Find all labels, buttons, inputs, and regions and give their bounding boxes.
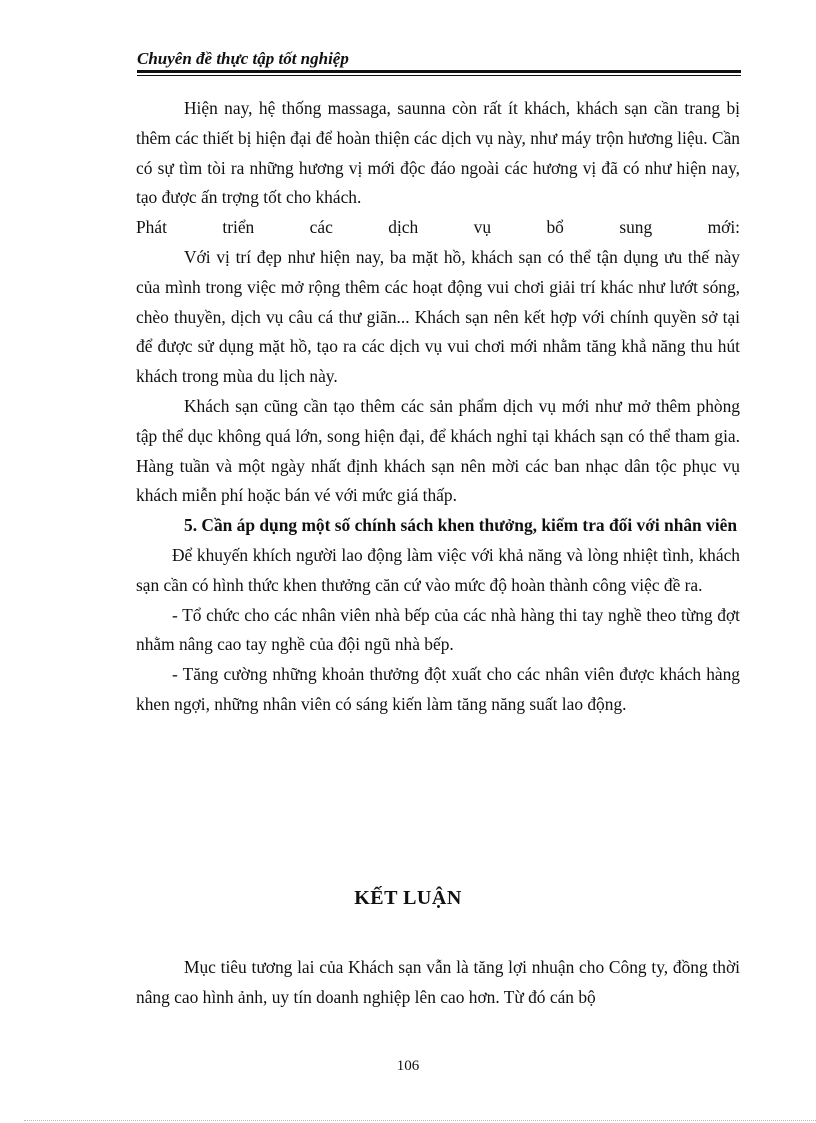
conclusion-content — [136, 953, 740, 1013]
header-title: Chuyên đề thực tập tốt nghiệp — [137, 49, 349, 68]
conclusion-title: KẾT LUẬN — [354, 887, 462, 909]
paragraph-bonuses: - Tăng cường những khoản thưởng đột xuất cho các nhân viên được khách hàng khen ngợi, những nhân viên có sáng kiến làm tăng năng suất lao động. — [136, 664, 740, 714]
paragraph-heading-new-services: Phát triển các dịch vụ bổ sung mới: — [136, 217, 740, 238]
page-bottom-border — [24, 1120, 816, 1121]
paragraph-new-products: Khách sạn cũng cần tạo thêm các sản phẩm dịch vụ mới như mở thêm phòng tập thể dục không quá lớn, song hiện đại, để khách nghỉ tại khách sạn có thể tham gia. Hàng tuần và một ngày nhất định khách sạn nên mời các ban nhạc dân tộc phục vụ khách miễn phí hoặc bán vé với mức giá thấp. — [136, 395, 740, 506]
paragraph-conclusion: Mục tiêu tương lai của Khách sạn vẫn là tăng lợi nhuận cho Công ty, đồng thời nâng cao hình ảnh, uy tín doanh nghiệp lên cao hơn. Từ đó cán bộ — [136, 957, 740, 1007]
page-number: 106 — [396, 1058, 420, 1074]
body-content — [136, 94, 740, 720]
page-header — [137, 49, 741, 76]
section-heading-5: 5. Cần áp dụng một số chính sách khen thưởng, kiểm tra đối với nhân viên — [184, 515, 737, 536]
header-rule-thick — [137, 70, 741, 73]
header-rule-thin — [137, 75, 741, 76]
paragraph-kitchen-contest: - Tổ chức cho các nhân viên nhà bếp của các nhà hàng thi tay nghề theo từng đợt nhằm nâng cao tay nghề của đội ngũ nhà bếp. — [136, 604, 740, 655]
paragraph-lake-services: Với vị trí đẹp như hiện nay, ba mặt hồ, khách sạn có thể tận dụng ưu thế này của mình trong việc mở rộng thêm các hoạt động vui chơi giải trí khác như lướt sóng, chèo thuyền, dịch vụ câu cá thư giãn... Khách sạn nên kết hợp với chính quyền sở tại để được sử dụng mặt hồ, tạo ra các dịch vụ vui chơi mới nhằm tăng khẳ năng thu hút khách trong mùa du lịch này. — [136, 246, 740, 387]
paragraph-massage-sauna: Hiện nay, hệ thống massaga, saunna còn rất ít khách, khách sạn cần trang bị thêm các thiết bị hiện đại để hoàn thiện các dịch vụ này, như máy trộn hương liệu. Cần có sự tìm tòi ra những hương vị mới độc đáo ngoài các hương vị đã có như hiện nay, tạo được ấn trợng tốt cho khách. — [136, 98, 740, 208]
paragraph-rewards: Để khuyến khích người lao động làm việc với khả năng và lòng nhiệt tình, khách sạn cần có hình thức khen thưởng căn cứ vào mức độ hoàn thành công việc đề ra. — [136, 544, 740, 595]
